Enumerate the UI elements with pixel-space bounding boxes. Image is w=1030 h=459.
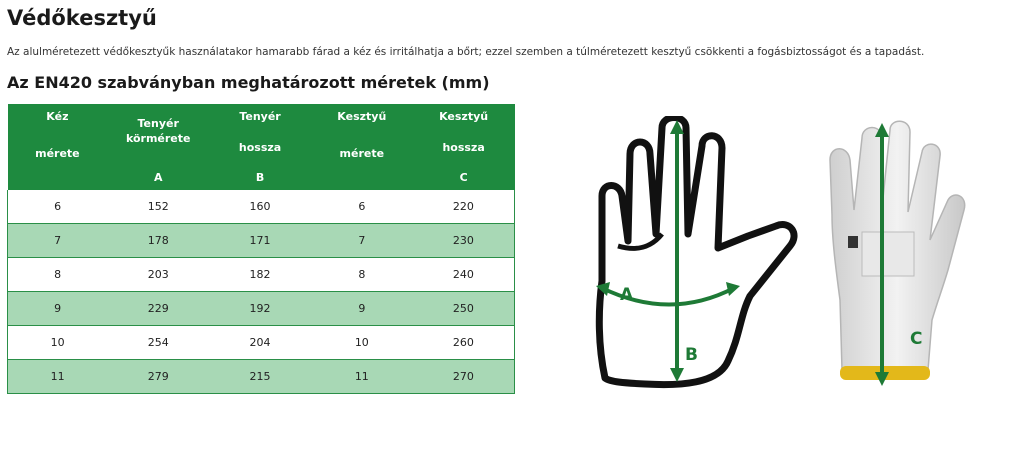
header-glove-size	[311, 104, 413, 190]
table-row	[8, 258, 515, 292]
intro-text: Az alulméretezett védőkesztyűk használatakor hamarabb fárad a kéz és irritálhatja a bőrt; ezzel szemben a túlméretezett kesztyű csökkenti a fogásbiztosságot és a tapadást.	[7, 46, 925, 58]
glove-label	[862, 232, 914, 276]
table-cell: 204	[209, 326, 311, 360]
arrowhead-icon	[670, 368, 684, 382]
table-row	[8, 190, 515, 224]
table-cell: 240	[413, 258, 515, 292]
glove-tag	[848, 236, 858, 248]
label-b: B	[685, 345, 698, 365]
header-line: C	[459, 171, 468, 184]
table-row	[8, 224, 515, 258]
table-header-row	[8, 104, 515, 190]
table-cell: 10	[8, 326, 108, 360]
header-line: mérete	[339, 147, 385, 160]
header-glove-length	[413, 104, 515, 190]
table-cell: 279	[107, 360, 209, 394]
table-row	[8, 292, 515, 326]
table-cell: 178	[107, 224, 209, 258]
table-cell: 152	[107, 190, 209, 224]
table-cell: 182	[209, 258, 311, 292]
header-palm-length	[209, 104, 311, 190]
header-line: Kéz	[46, 110, 69, 123]
table-cell: 9	[8, 292, 108, 326]
header-line: hossza	[442, 140, 485, 154]
table-cell: 11	[311, 360, 413, 394]
table-cell: 203	[107, 258, 209, 292]
table-cell: 10	[311, 326, 413, 360]
table-cell: 229	[107, 292, 209, 326]
table-cell: 6	[8, 190, 108, 224]
header-line: mérete	[35, 147, 80, 160]
table-cell: 254	[107, 326, 209, 360]
header-line: Tenyér körmérete	[125, 117, 191, 145]
table-cell: 171	[209, 224, 311, 258]
table-cell: 230	[413, 224, 515, 258]
table-row	[8, 360, 515, 394]
header-line: B	[255, 171, 265, 184]
size-table	[7, 104, 515, 394]
table-cell: 192	[209, 292, 311, 326]
table-cell: 260	[413, 326, 515, 360]
page-title: Védőkesztyű	[7, 6, 157, 30]
table-cell: 270	[413, 360, 515, 394]
table-cell: 160	[209, 190, 311, 224]
label-c: C	[910, 329, 923, 349]
table-cell: 8	[311, 258, 413, 292]
table-row	[8, 326, 515, 360]
table-cell: 6	[311, 190, 413, 224]
table-cell: 9	[311, 292, 413, 326]
header-hand-size	[8, 104, 108, 190]
table-cell: 220	[413, 190, 515, 224]
section-subtitle: Az EN420 szabványban meghatározott méretek (mm)	[7, 73, 490, 92]
label-a: A	[620, 285, 634, 305]
header-line: Kesztyű	[439, 110, 489, 123]
header-line: A	[153, 171, 163, 184]
table-cell: 250	[413, 292, 515, 326]
arrowhead-icon	[726, 282, 740, 296]
table-cell: 7	[311, 224, 413, 258]
table-cell: 8	[8, 258, 108, 292]
table-cell: 11	[8, 360, 108, 394]
header-line: hossza	[238, 140, 282, 154]
table-cell: 215	[209, 360, 311, 394]
header-line: Kesztyű	[337, 110, 387, 123]
glove-image	[820, 120, 970, 390]
hand-diagram	[590, 116, 810, 396]
table-cell: 7	[8, 224, 108, 258]
header-palm-circumference	[107, 104, 209, 190]
header-line: Tenyér	[239, 110, 281, 123]
